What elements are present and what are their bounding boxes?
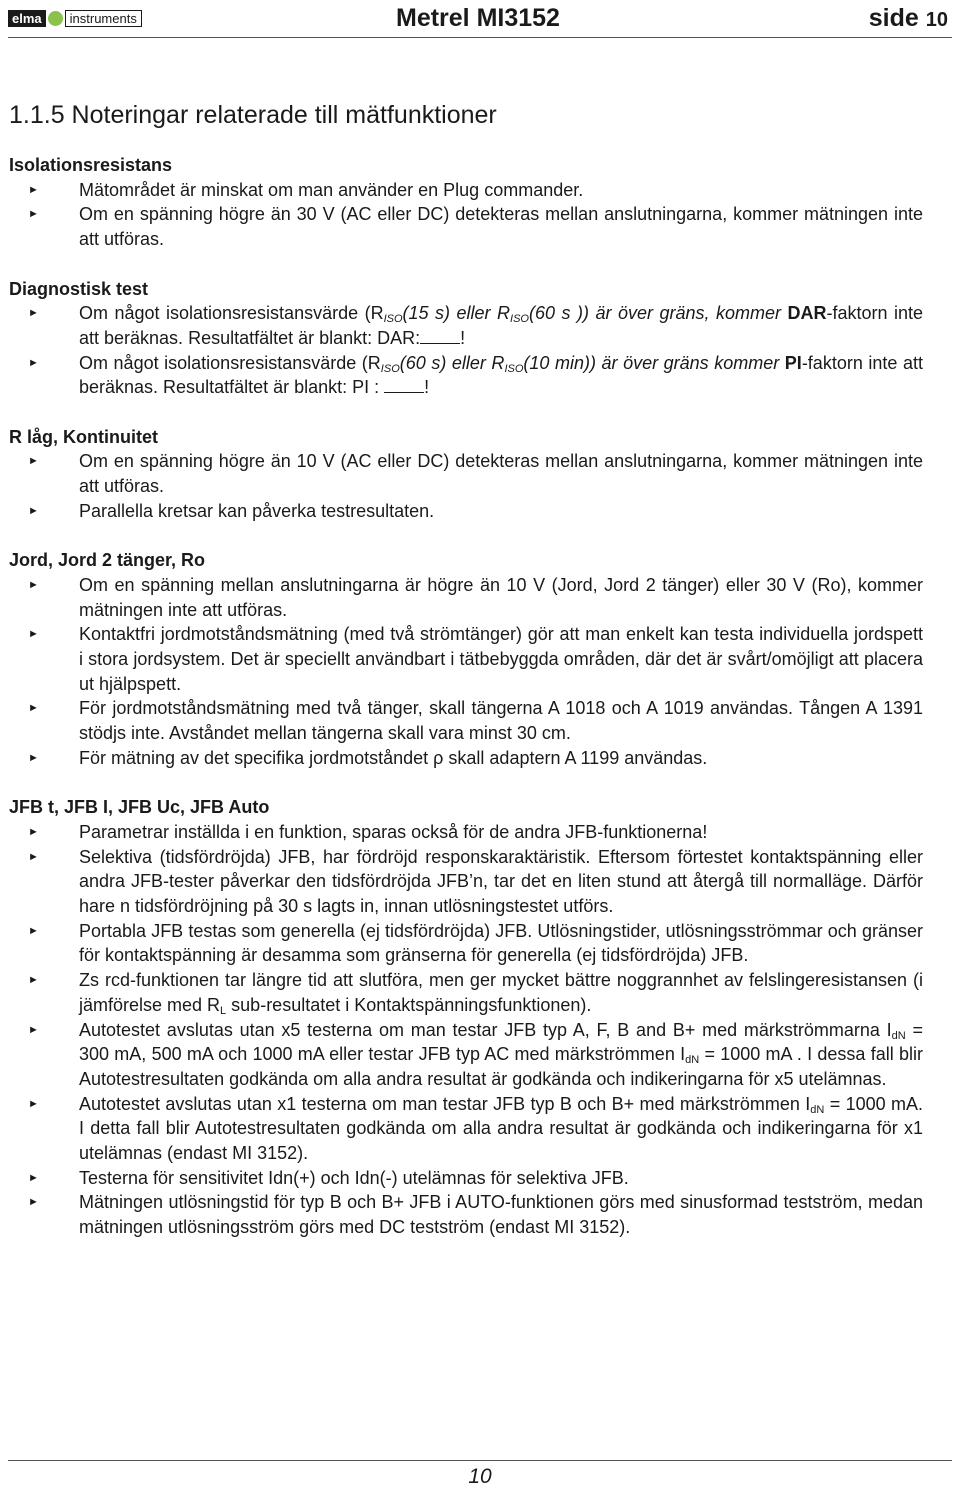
logo-instruments-text: instruments [65, 10, 142, 27]
list-item-text: Testerna för sensitivitet Idn(+) och Idn(-) utelämnas för selektiva JFB. [79, 1167, 629, 1188]
triangle-right-icon: ► [28, 1196, 39, 1209]
triangle-right-icon: ► [28, 924, 39, 937]
list-item-text: Om en spänning mellan anslutningarna är högre än 10 V (Jord, Jord 2 tänger) eller 30 V (Ro), kommer mätningen inte att utföras. [79, 574, 923, 620]
section-title-diagnostic: Diagnostisk test [9, 278, 149, 299]
list-item [9, 499, 923, 524]
list-item-text: Om något isolationsresistansvärde ($R_{ISO}(60$ s) eller $R_{ISO}(10$ min)) är över gräns kommer PI-faktorn inte att beräknas. Resultatfältet är blankt: PI : ! [79, 352, 923, 398]
list-item-text: För mätning av det specifika jordmotståndet ρ skall adaptern A 1199 användas. [79, 747, 708, 768]
header-page-number: 10 [925, 9, 948, 31]
list-item-text: Zs rcd-funktionen tar längre tid att slutföra, men ger mycket bättre noggrannhet av felslingeresistansen (i jämförelse med $R_L$ sub-resultatet i Kontaktspänningsfunktionen). [79, 970, 923, 1017]
list-item-text: Om något isolationsresistansvärde ($R_{ISO}(15$ s) eller $R_{ISO}(60$ s )) är över gräns, kommer DAR-faktorn inte att beräknas. Resultatfältet är blankt: DAR: ! [79, 303, 923, 348]
list-item [9, 1190, 923, 1239]
logo-elma-text: elma [8, 10, 46, 27]
list-item-text: Portabla JFB testas som generella (ej tidsfördröjda) JFB. Utlösningstider, utlösningsströmmar och gränser för kontaktspänning är desamma som gränserna för generella (ej tidsfördröjda) JFB. [79, 920, 923, 966]
list-item [9, 202, 923, 251]
footer-divider [8, 1460, 952, 1461]
list-item [9, 968, 923, 1017]
blank-field [384, 378, 424, 393]
section-title-rlow: R låg, Kontinuitet [9, 426, 158, 447]
rcd-list [9, 820, 923, 1240]
list-item [9, 845, 923, 919]
list-item-text: Mätområdet är minskat om man använder en Plug commander. [79, 179, 584, 200]
list-item-text: Selektiva (tidsfördröjda) JFB, har fördröjd responskaraktäristik. Eftersom förtestet kontaktspänning eller andra JFB-tester påverkar den tidsfördröjda JFB’n, tar det en liten stund att återgå till normalläge. Därför hare n tidsfördröjning på 30 s lagts in, innan utlösningstestet utförs. [79, 846, 923, 917]
logo-circle-icon [48, 11, 63, 26]
elma-instruments-logo [8, 10, 142, 27]
list-item [9, 1018, 923, 1092]
triangle-right-icon: ► [28, 702, 39, 715]
diagnostic-list [9, 301, 923, 400]
list-item [9, 1092, 923, 1166]
list-item [9, 351, 923, 400]
list-item-text: Om en spänning högre än 30 V (AC eller DC) detekteras mellan anslutningarna, kommer mätningen inte att utföras. [79, 204, 923, 250]
list-item [9, 1166, 923, 1191]
list-item [9, 301, 923, 350]
earth-list [9, 573, 923, 771]
triangle-right-icon: ► [28, 578, 39, 591]
blank-field [420, 329, 460, 344]
page-header [8, 4, 952, 34]
triangle-right-icon: ► [28, 307, 39, 320]
list-item [9, 746, 923, 771]
triangle-right-icon: ► [28, 751, 39, 764]
triangle-right-icon: ► [28, 1097, 39, 1110]
section-title-earth: Jord, Jord 2 tänger, Ro [9, 550, 206, 571]
triangle-right-icon: ► [28, 183, 39, 196]
section-title-isolation: Isolationsresistans [9, 155, 173, 175]
rlow-list [9, 449, 923, 523]
header-page-label: side [868, 4, 919, 32]
list-item [9, 919, 923, 968]
triangle-right-icon: ► [28, 825, 39, 838]
triangle-right-icon: ► [28, 1023, 39, 1036]
document-body [9, 100, 923, 1240]
isolation-list [9, 178, 923, 252]
list-item-text: Autotestet avslutas utan x1 testerna om man testar JFB typ B och B+ med märkströmmen $I_{dN} = 1000$ mA. I detta fall blir Autotestresultaten godkända om alla andra resultat är godkända och indikeringarna för x1 utelämnas (endast MI 3152). [79, 1093, 923, 1164]
list-item-text: Autotestet avslutas utan x5 testerna om man testar JFB typ A, F, B and B+ med märkströmmarna $I_{dN} = 300$ mA, 500 mA och 1000 mA eller testar JFB typ AC med märkströmmen $I_{dN} = 1000$ mA . I dessa fall blir Autotestresultaten godkända om alla andra resultat är godkända och indikeringarna för x5 utelämnas. [79, 1019, 924, 1089]
list-item [9, 449, 923, 498]
list-item [9, 573, 923, 622]
list-item-text: Parallella kretsar kan påverka testresultaten. [79, 500, 435, 521]
list-item-text: Kontaktfri jordmotståndsmätning (med två strömtänger) gör att man enkelt kan testa individuella jordspett i stora jordsystem. Det är speciellt användbart i tätbebyggda områden, där det är svårt/omöjligt att placera ut hjälpspett. [79, 624, 923, 694]
triangle-right-icon: ► [28, 974, 39, 987]
list-item-text: Parametrar inställda i en funktion, sparas också för de andra JFB-funktionerna! [79, 821, 708, 842]
header-page [869, 4, 948, 33]
triangle-right-icon: ► [28, 208, 39, 221]
list-item-text: Om en spänning högre än 10 V (AC eller DC) detekteras mellan anslutningarna, kommer mätningen inte att utföras. [79, 451, 923, 497]
list-item [9, 820, 923, 845]
header-divider [8, 37, 952, 38]
list-item-text: Mätningen utlösningstid för typ B och B+ JFB i AUTO-funktionen görs med sinusformad testström, medan mätningen utlösningsström görs med DC testström (endast MI 3152). [79, 1192, 923, 1238]
triangle-right-icon: ► [28, 356, 39, 369]
triangle-right-icon: ► [28, 1171, 39, 1184]
list-item [9, 622, 923, 696]
triangle-right-icon: ► [28, 504, 39, 517]
list-item [9, 178, 923, 203]
triangle-right-icon: ► [28, 455, 39, 468]
section-heading: 1.1.5 Noteringar relaterade till mätfunktioner [9, 101, 497, 129]
section-title-rcd: JFB t, JFB I, JFB Uc, JFB Auto [9, 797, 270, 818]
list-item [9, 696, 923, 745]
footer-page-number: 10 [468, 1465, 492, 1488]
triangle-right-icon: ► [28, 628, 39, 641]
triangle-right-icon: ► [28, 850, 39, 863]
header-title: Metrel MI3152 [396, 4, 560, 32]
list-item-text: För jordmotståndsmätning med två tänger, skall tängerna A 1018 och A 1019 användas. Tången A 1391 stödjs inte. Avståndet mellan tängerna skall vara minst 30 cm. [79, 698, 923, 744]
